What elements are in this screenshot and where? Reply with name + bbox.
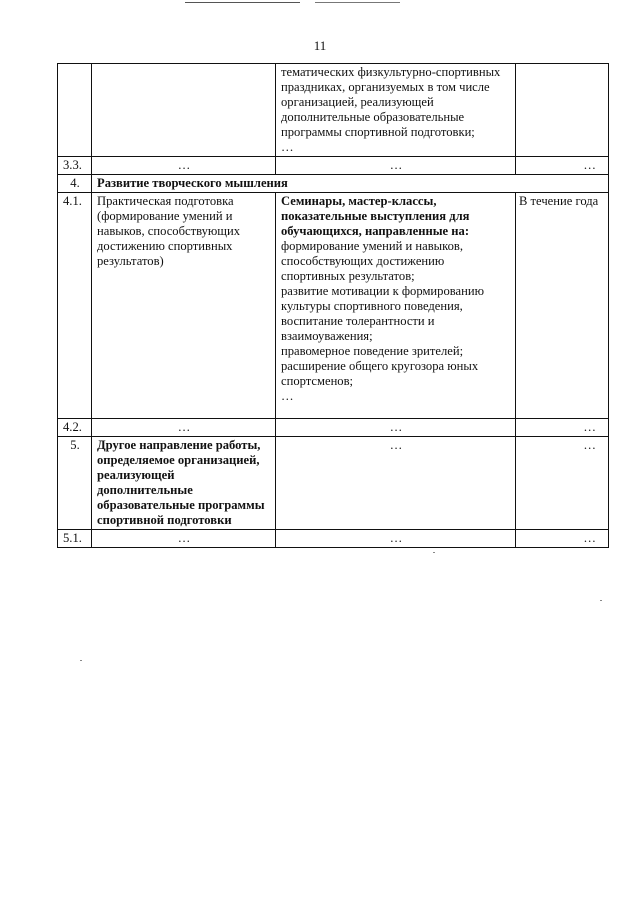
activity-item: развитие мотивации к формированию культуры спортивного поведения, воспитание толерантности и взаимоуважения; [281,284,485,343]
table-row-5-1 [58,530,609,548]
table-row-3-3 [58,157,609,175]
cell-activity-ellipsis: … [276,530,516,548]
table-row-4 [58,175,609,193]
cell-section: Практическая подготовка (формирование умений и навыков, способствующих достижению спортивных результатов) [92,193,276,419]
cell-number: 5.1. [58,530,92,548]
cell-deadline: В течение года [516,193,609,419]
scan-speck [433,552,435,553]
activity-line: тематических физкультурно-спортивных [281,65,501,79]
table-row-5 [58,437,609,530]
activity-line: праздниках, организуемых в том числе [281,80,490,94]
cell-deadline-ellipsis: … [516,530,609,548]
page-number: 11 [313,38,327,53]
section-heading: Развитие творческого мышления [92,175,609,193]
cell-deadline-ellipsis: … [516,437,609,530]
cell-number: 5. [58,437,92,530]
scan-artifact-line [315,2,400,3]
cell-deadline [516,64,609,157]
cell-number: 4.2. [58,419,92,437]
activity-item: правомерное поведение зрителей; [281,344,464,358]
cell-activity-ellipsis: … [276,157,516,175]
cell-section-ellipsis: … [92,157,276,175]
table-row-continuation [58,64,609,157]
cell-section-ellipsis: … [92,419,276,437]
activity-item: формирование умений и навыков, способствующих достижению спортивных результатов; [281,239,464,283]
activity-line: … [281,140,294,154]
cell-activity-ellipsis: … [276,419,516,437]
cell-activity [276,64,516,157]
cell-section: Другое направление работы, определяемое организацией, реализующей дополнительные образовательные программы спортивной подготовки [92,437,276,530]
scan-artifact-line [185,2,300,3]
cell-activity [276,193,516,419]
activity-heading: Семинары, мастер-классы, показательные выступления для обучающихся, направленные на: [281,194,470,238]
activity-line: организацией, реализующей [281,95,434,109]
scan-speck [80,660,82,661]
activity-line: дополнительные образовательные [281,110,465,124]
table-row-4-1 [58,193,609,419]
activity-line: программы спортивной подготовки; [281,125,475,139]
cell-number: 3.3. [58,157,92,175]
cell-deadline-ellipsis: … [516,157,609,175]
activity-item: расширение общего кругозора юных спортсменов; [281,359,479,388]
cell-deadline-ellipsis: … [516,419,609,437]
cell-section-ellipsis: … [92,530,276,548]
cell-number [58,64,92,157]
scan-speck [600,600,602,601]
cell-section [92,64,276,157]
activity-plan-table [57,63,609,548]
table-row-4-2 [58,419,609,437]
cell-number: 4.1. [58,193,92,419]
cell-number: 4. [58,175,92,193]
cell-activity-ellipsis: … [276,437,516,530]
activity-item: … [281,389,294,403]
